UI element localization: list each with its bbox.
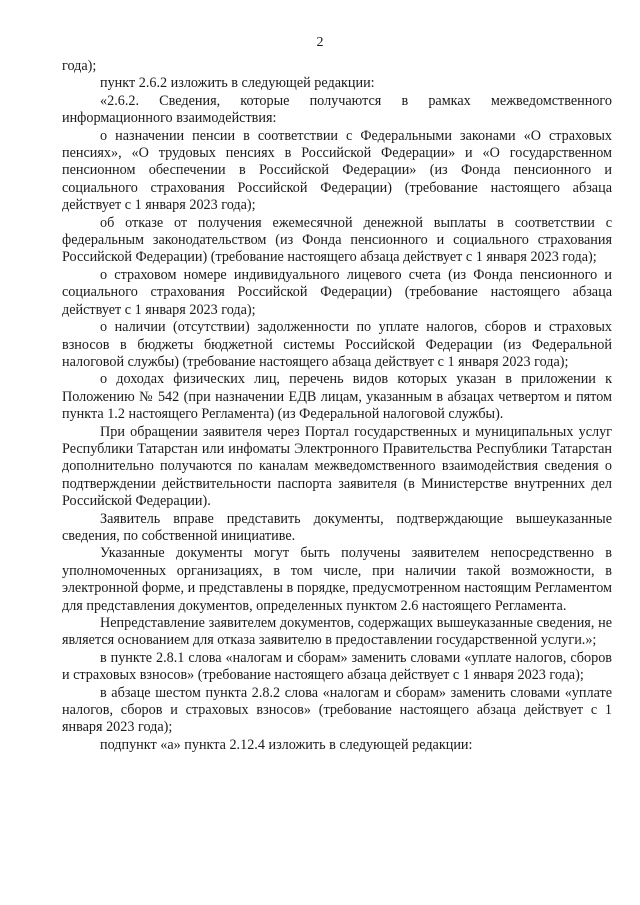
paragraph-7: о наличии (отсутствии) задолженности по уплате налогов, сборов и страховых взносов в бюджеты бюджетной системы Российской Федерации (из Федеральной налоговой службы) (требование настоящего абзаца действует с 1 января 2023 года); bbox=[62, 319, 612, 370]
paragraph-14: в абзаце шестом пункта 2.8.2 слова «налогам и сборам» заменить словами «уплате налогов, сборов и страховых взносов» (требование настоящего абзаца действует с 1 января 2023 года); bbox=[62, 684, 612, 736]
paragraph-10: Заявитель вправе представить документы, подтверждающие вышеуказанные сведения, по собственной инициативе. bbox=[62, 510, 612, 544]
paragraph-13: в пункте 2.8.1 слова «налогам и сборам» заменить словами «уплате налогов, сборов и страховых взносов» (требование настоящего абзаца действует с 1 января 2023 года); bbox=[62, 649, 612, 684]
paragraph-3: «2.6.2. Сведения, которые получаются в рамках межведомственного информационного взаимодействия: bbox=[62, 92, 612, 127]
paragraph-1: года); bbox=[62, 58, 97, 74]
paragraph-5: об отказе от получения ежемесячной денежной выплаты в соответствии с федеральным законодательством (из Фонда пенсионного и социального страхования Российской Федерации) (требование настоящего абзаца действует с 1 января 2023 года); bbox=[62, 214, 612, 266]
paragraph-2: пункт 2.6.2 изложить в следующей редакции: bbox=[100, 75, 375, 92]
paragraph-6: о страховом номере индивидуального лицевого счета (из Фонда пенсионного и социального страхования Российской Федерации) (требование настоящего абзаца действует с 1 января 2023 года); bbox=[62, 266, 612, 318]
paragraph-9: При обращении заявителя через Портал государственных и муниципальных услуг Республики Татарстан или инфоматы Электронного Правительства Республики Татарстан дополнительно получаются по каналам межведомственного взаимодействия сведения о подтверждении действительности паспорта заявителя (в Министерстве внутренних дел Российской Федерации). bbox=[62, 423, 612, 510]
page-number: 2 bbox=[316, 35, 324, 50]
paragraph-15: подпункт «а» пункта 2.12.4 изложить в следующей редакции: bbox=[100, 736, 473, 753]
paragraph-4: о назначении пенсии в соответствии с Федеральными законами «О страховых пенсиях», «О трудовых пенсиях в Российской Федерации» и «О государственном пенсионном обеспечении в Российской Федерации» (из Фонда пенсионного и социального страхования Российской Федерации) (требование настоящего абзаца действует с 1 января 2023 года); bbox=[62, 127, 612, 214]
paragraph-11: Указанные документы могут быть получены заявителем непосредственно в уполномоченных организациях, в том числе, при наличии такой возможности, в электронной форме, и представлены в порядке, предусмотренном настоящим Регламентом для представления документов, определенных пунктом 2.6 настоящего Регламента. bbox=[62, 545, 612, 614]
paragraph-12: Непредставление заявителем документов, содержащих вышеуказанные сведения, не является основанием для отказа заявителю в предоставлении государственной услуги.»; bbox=[62, 615, 612, 649]
paragraph-8: о доходах физических лиц, перечень видов которых указан в приложении к Положению № 542 (при назначении ЕДВ лицам, указанным в абзацах четвертом и пятом пункта 1.2 настоящего Регламента) (из Федеральной налоговой службы). bbox=[62, 371, 612, 423]
document-body bbox=[62, 58, 612, 754]
